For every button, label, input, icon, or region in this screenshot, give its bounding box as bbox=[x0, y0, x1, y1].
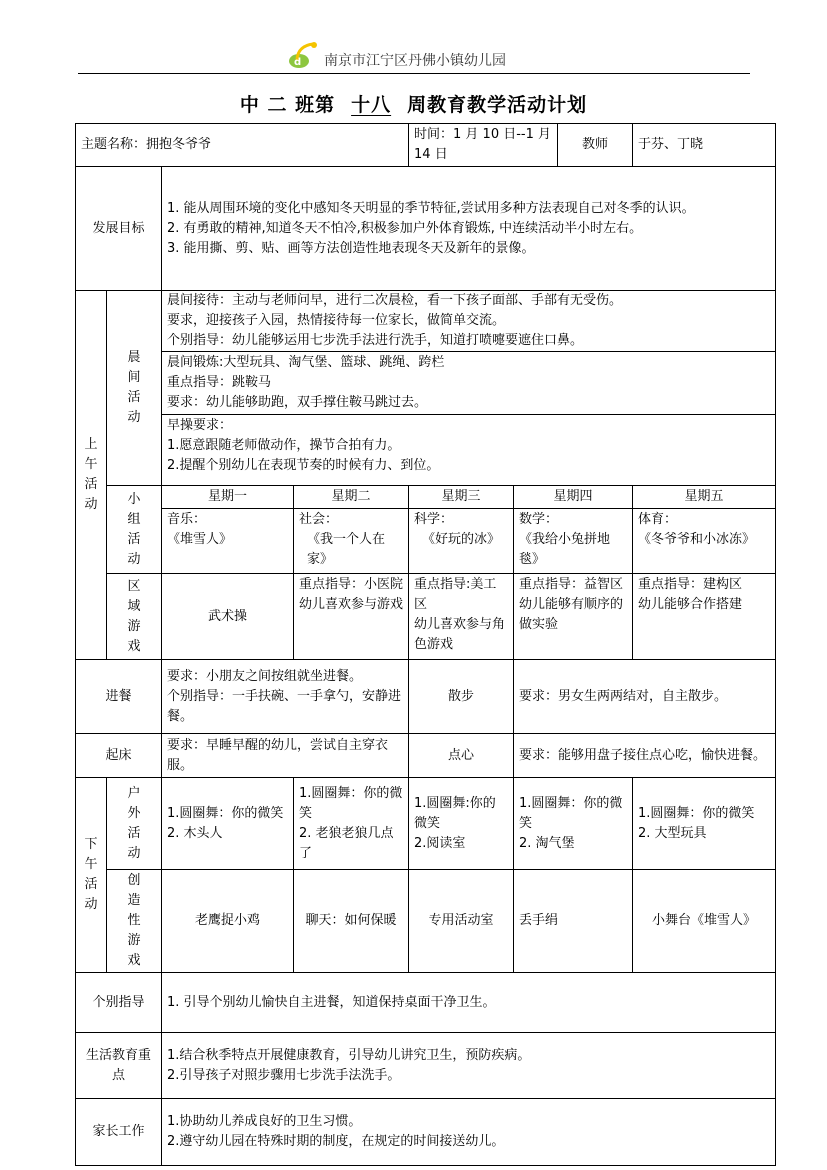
weekday-tue: 星期二 bbox=[294, 486, 409, 509]
parents-row bbox=[76, 1099, 776, 1166]
wake-label: 起床 bbox=[76, 734, 162, 778]
area-note: 幼儿能够合作搭建 bbox=[638, 597, 743, 612]
guidance-content: 1. 引导个别幼儿愉快自主进餐，知道保持桌面干净卫生。 bbox=[162, 973, 776, 1033]
goal-item: 1. 能从周围环境的变化中感知冬天明显的季节特征,尝试用多种方法表现自己对冬季的认识。 bbox=[167, 200, 695, 216]
creative-tue: 聊天：如何保暖 bbox=[294, 870, 409, 973]
page-title bbox=[0, 90, 827, 117]
school-name: 南京市江宁区丹佛小镇幼儿园 bbox=[324, 53, 506, 69]
area-note: 幼儿喜欢参与游戏 bbox=[299, 597, 404, 612]
outdoor-thu bbox=[514, 778, 633, 870]
group-subject: 社会： bbox=[299, 512, 339, 527]
outdoor-item: 1.圆圈舞：你的微笑 bbox=[519, 795, 623, 831]
guidance-label: 个别指导 bbox=[76, 973, 162, 1033]
svg-text:d: d bbox=[294, 57, 302, 68]
theme-cell: 主题名称：拥抱冬爷爷 bbox=[76, 124, 409, 167]
title-prefix: 中 二 班第 bbox=[239, 94, 336, 116]
group-topic: 《好玩的冰》 bbox=[422, 532, 501, 547]
group-wed bbox=[409, 509, 514, 574]
outdoor-mon bbox=[162, 778, 294, 870]
weekday-thu: 星期四 bbox=[514, 486, 633, 509]
meal-label: 进餐 bbox=[76, 660, 162, 734]
outdoor-item: 2. 淘气堡 bbox=[519, 835, 575, 851]
reception-line: 晨间接待：主动与老师问早，进行二次晨检，看一下孩子面部、手部有无受伤。 bbox=[167, 293, 623, 308]
time-cell: 时间：1 月 10 日--1 月 14 日 bbox=[409, 124, 558, 167]
outdoor-item: 1.圆圈舞：你的微笑 bbox=[299, 785, 403, 821]
group-topic: 《冬爷爷和小冰冻》 bbox=[638, 532, 756, 547]
outdoor-wed bbox=[409, 778, 514, 870]
title-suffix: 周教育教学活动计划 bbox=[407, 94, 588, 116]
area-tue bbox=[294, 574, 409, 660]
outdoor-item: 1.圆圈舞：你的微笑 bbox=[167, 805, 284, 821]
outdoor-item: 2.阅读室 bbox=[414, 835, 466, 851]
outdoor-row bbox=[76, 778, 776, 870]
exercise-line: 要求：幼儿能够助跑，双手撑住鞍马跳过去。 bbox=[167, 395, 428, 410]
header-divider bbox=[78, 73, 750, 74]
parents-content bbox=[162, 1099, 776, 1166]
afternoon-section-label: 下 午 活 动 bbox=[76, 778, 107, 973]
weekday-header-row bbox=[76, 486, 776, 509]
weekday-mon: 星期一 bbox=[162, 486, 294, 509]
info-row bbox=[76, 124, 776, 167]
group-subject: 科学： bbox=[414, 512, 454, 527]
group-subject: 音乐： bbox=[167, 512, 207, 527]
exercise-line: 重点指导：跳鞍马 bbox=[167, 375, 272, 390]
group-topic: 《我给小兔拼地毯》 bbox=[519, 532, 611, 567]
meal-line: 个别指导：一手扶碗、一手拿勺，安静进餐。 bbox=[167, 688, 402, 724]
walk-label: 散步 bbox=[409, 660, 514, 734]
creative-thu: 丢手绢 bbox=[514, 870, 633, 973]
area-wed bbox=[409, 574, 514, 660]
group-thu bbox=[514, 509, 633, 574]
goals-row bbox=[76, 167, 776, 291]
area-fri bbox=[633, 574, 776, 660]
life-education-content bbox=[162, 1033, 776, 1099]
drill-block bbox=[162, 414, 775, 477]
group-topic: 《我一个人在家》 bbox=[307, 532, 386, 567]
outdoor-item: 2. 木头人 bbox=[167, 825, 223, 841]
exercise-block bbox=[162, 351, 775, 414]
outdoor-tue bbox=[294, 778, 409, 870]
creative-label: 创 造 性 游 戏 bbox=[107, 870, 162, 973]
goals-label: 发展目标 bbox=[76, 167, 162, 291]
page-header bbox=[0, 40, 827, 74]
area-thu bbox=[514, 574, 633, 660]
meal-content bbox=[162, 660, 409, 734]
life-education-row bbox=[76, 1033, 776, 1099]
group-fri bbox=[633, 509, 776, 574]
reception-line: 要求，迎接孩子入园，热情接待每一位家长，做简单交流。 bbox=[167, 313, 506, 328]
area-focus: 重点指导：建构区 bbox=[638, 577, 743, 592]
school-logo-icon bbox=[287, 41, 319, 69]
reception-line: 个别指导：幼儿能够运用七步洗手法进行洗手，知道打喷嚏要遮住口鼻。 bbox=[167, 333, 584, 348]
outdoor-item: 2. 大型玩具 bbox=[638, 825, 707, 841]
group-activity-row bbox=[76, 509, 776, 574]
group-subject: 数学： bbox=[519, 512, 559, 527]
plan-table bbox=[75, 123, 776, 1166]
drill-line: 1.愿意跟随老师做动作，操节合拍有力。 bbox=[167, 438, 401, 453]
guidance-row bbox=[76, 973, 776, 1033]
outdoor-fri bbox=[633, 778, 776, 870]
morning-activity-label: 晨 间 活 动 bbox=[107, 291, 162, 486]
area-focus: 重点指导：小医院 bbox=[299, 577, 404, 592]
outdoor-item: 2. 老狼老狼几点了 bbox=[299, 825, 394, 861]
group-subject: 体育： bbox=[638, 512, 678, 527]
morning-activity-row bbox=[76, 291, 776, 486]
goal-item: 3. 能用撕、剪、贴、画等方法创造性地表现冬天及新年的景像。 bbox=[167, 240, 535, 256]
teacher-label: 教师 bbox=[558, 124, 633, 167]
group-topic: 《堆雪人》 bbox=[167, 532, 233, 547]
morning-activity-content bbox=[162, 291, 776, 486]
area-game-label: 区 域 游 戏 bbox=[107, 574, 162, 660]
life-education-label: 生活教育重 点 bbox=[76, 1033, 162, 1099]
creative-row bbox=[76, 870, 776, 973]
morning-section-label: 上 午 活 动 bbox=[76, 291, 107, 660]
group-tue bbox=[294, 509, 409, 574]
parents-label: 家长工作 bbox=[76, 1099, 162, 1166]
group-activity-label: 小 组 活 动 bbox=[107, 486, 162, 574]
reception-block bbox=[167, 291, 770, 351]
area-game-row bbox=[76, 574, 776, 660]
goals-content bbox=[162, 167, 776, 291]
outdoor-label: 户 外 活 动 bbox=[107, 778, 162, 870]
parents-item: 2.遵守幼儿园在特殊时期的制度，在规定的时间接送幼儿。 bbox=[167, 1134, 505, 1149]
life-item: 2.引导孩子对照步骤用七步洗手法洗手。 bbox=[167, 1067, 401, 1083]
area-mon: 武术操 bbox=[162, 574, 294, 660]
snack-content: 要求：能够用盘子接住点心吃，愉快进餐。 bbox=[514, 734, 776, 778]
wake-row bbox=[76, 734, 776, 778]
creative-fri: 小舞台《堆雪人》 bbox=[633, 870, 776, 973]
meal-line: 要求：小朋友之间按组就坐进餐。 bbox=[167, 668, 363, 684]
creative-mon: 老鹰捉小鸡 bbox=[162, 870, 294, 973]
drill-line: 早操要求： bbox=[167, 418, 233, 433]
meal-row bbox=[76, 660, 776, 734]
area-focus: 重点指导：益智区 bbox=[519, 577, 624, 592]
snack-label: 点心 bbox=[409, 734, 514, 778]
area-note: 幼儿喜欢参与角色游戏 bbox=[414, 617, 506, 652]
outdoor-item: 1.圆圈舞：你的微笑 bbox=[638, 805, 755, 821]
outdoor-item: 1.圆圈舞:你的微笑 bbox=[414, 795, 496, 831]
parents-item: 1.协助幼儿养成良好的卫生习惯。 bbox=[167, 1114, 362, 1129]
area-focus: 重点指导:美工区 bbox=[414, 577, 497, 612]
weekday-wed: 星期三 bbox=[409, 486, 514, 509]
group-mon bbox=[162, 509, 294, 574]
area-note: 幼儿能够有顺序的做实验 bbox=[519, 597, 624, 632]
weekday-fri: 星期五 bbox=[633, 486, 776, 509]
title-week: 十八 bbox=[351, 94, 392, 116]
wake-content: 要求：早睡早醒的幼儿，尝试自主穿衣服。 bbox=[162, 734, 409, 778]
creative-wed: 专用活动室 bbox=[409, 870, 514, 973]
life-item: 1.结合秋季特点开展健康教育，引导幼儿讲究卫生，预防疾病。 bbox=[167, 1047, 531, 1063]
goal-item: 2. 有勇敢的精神,知道冬天不怕冷,积极参加户外体育锻炼, 中连续活动半小时左右。 bbox=[167, 220, 643, 236]
walk-content: 要求：男女生两两结对，自主散步。 bbox=[514, 660, 776, 734]
teacher-names: 于芬、丁晓 bbox=[633, 124, 776, 167]
drill-line: 2.提醒个别幼儿在表现节奏的时候有力、到位。 bbox=[167, 458, 440, 473]
exercise-line: 晨间锻炼:大型玩具、淘气堡、篮球、跳绳、跨栏 bbox=[167, 355, 445, 370]
